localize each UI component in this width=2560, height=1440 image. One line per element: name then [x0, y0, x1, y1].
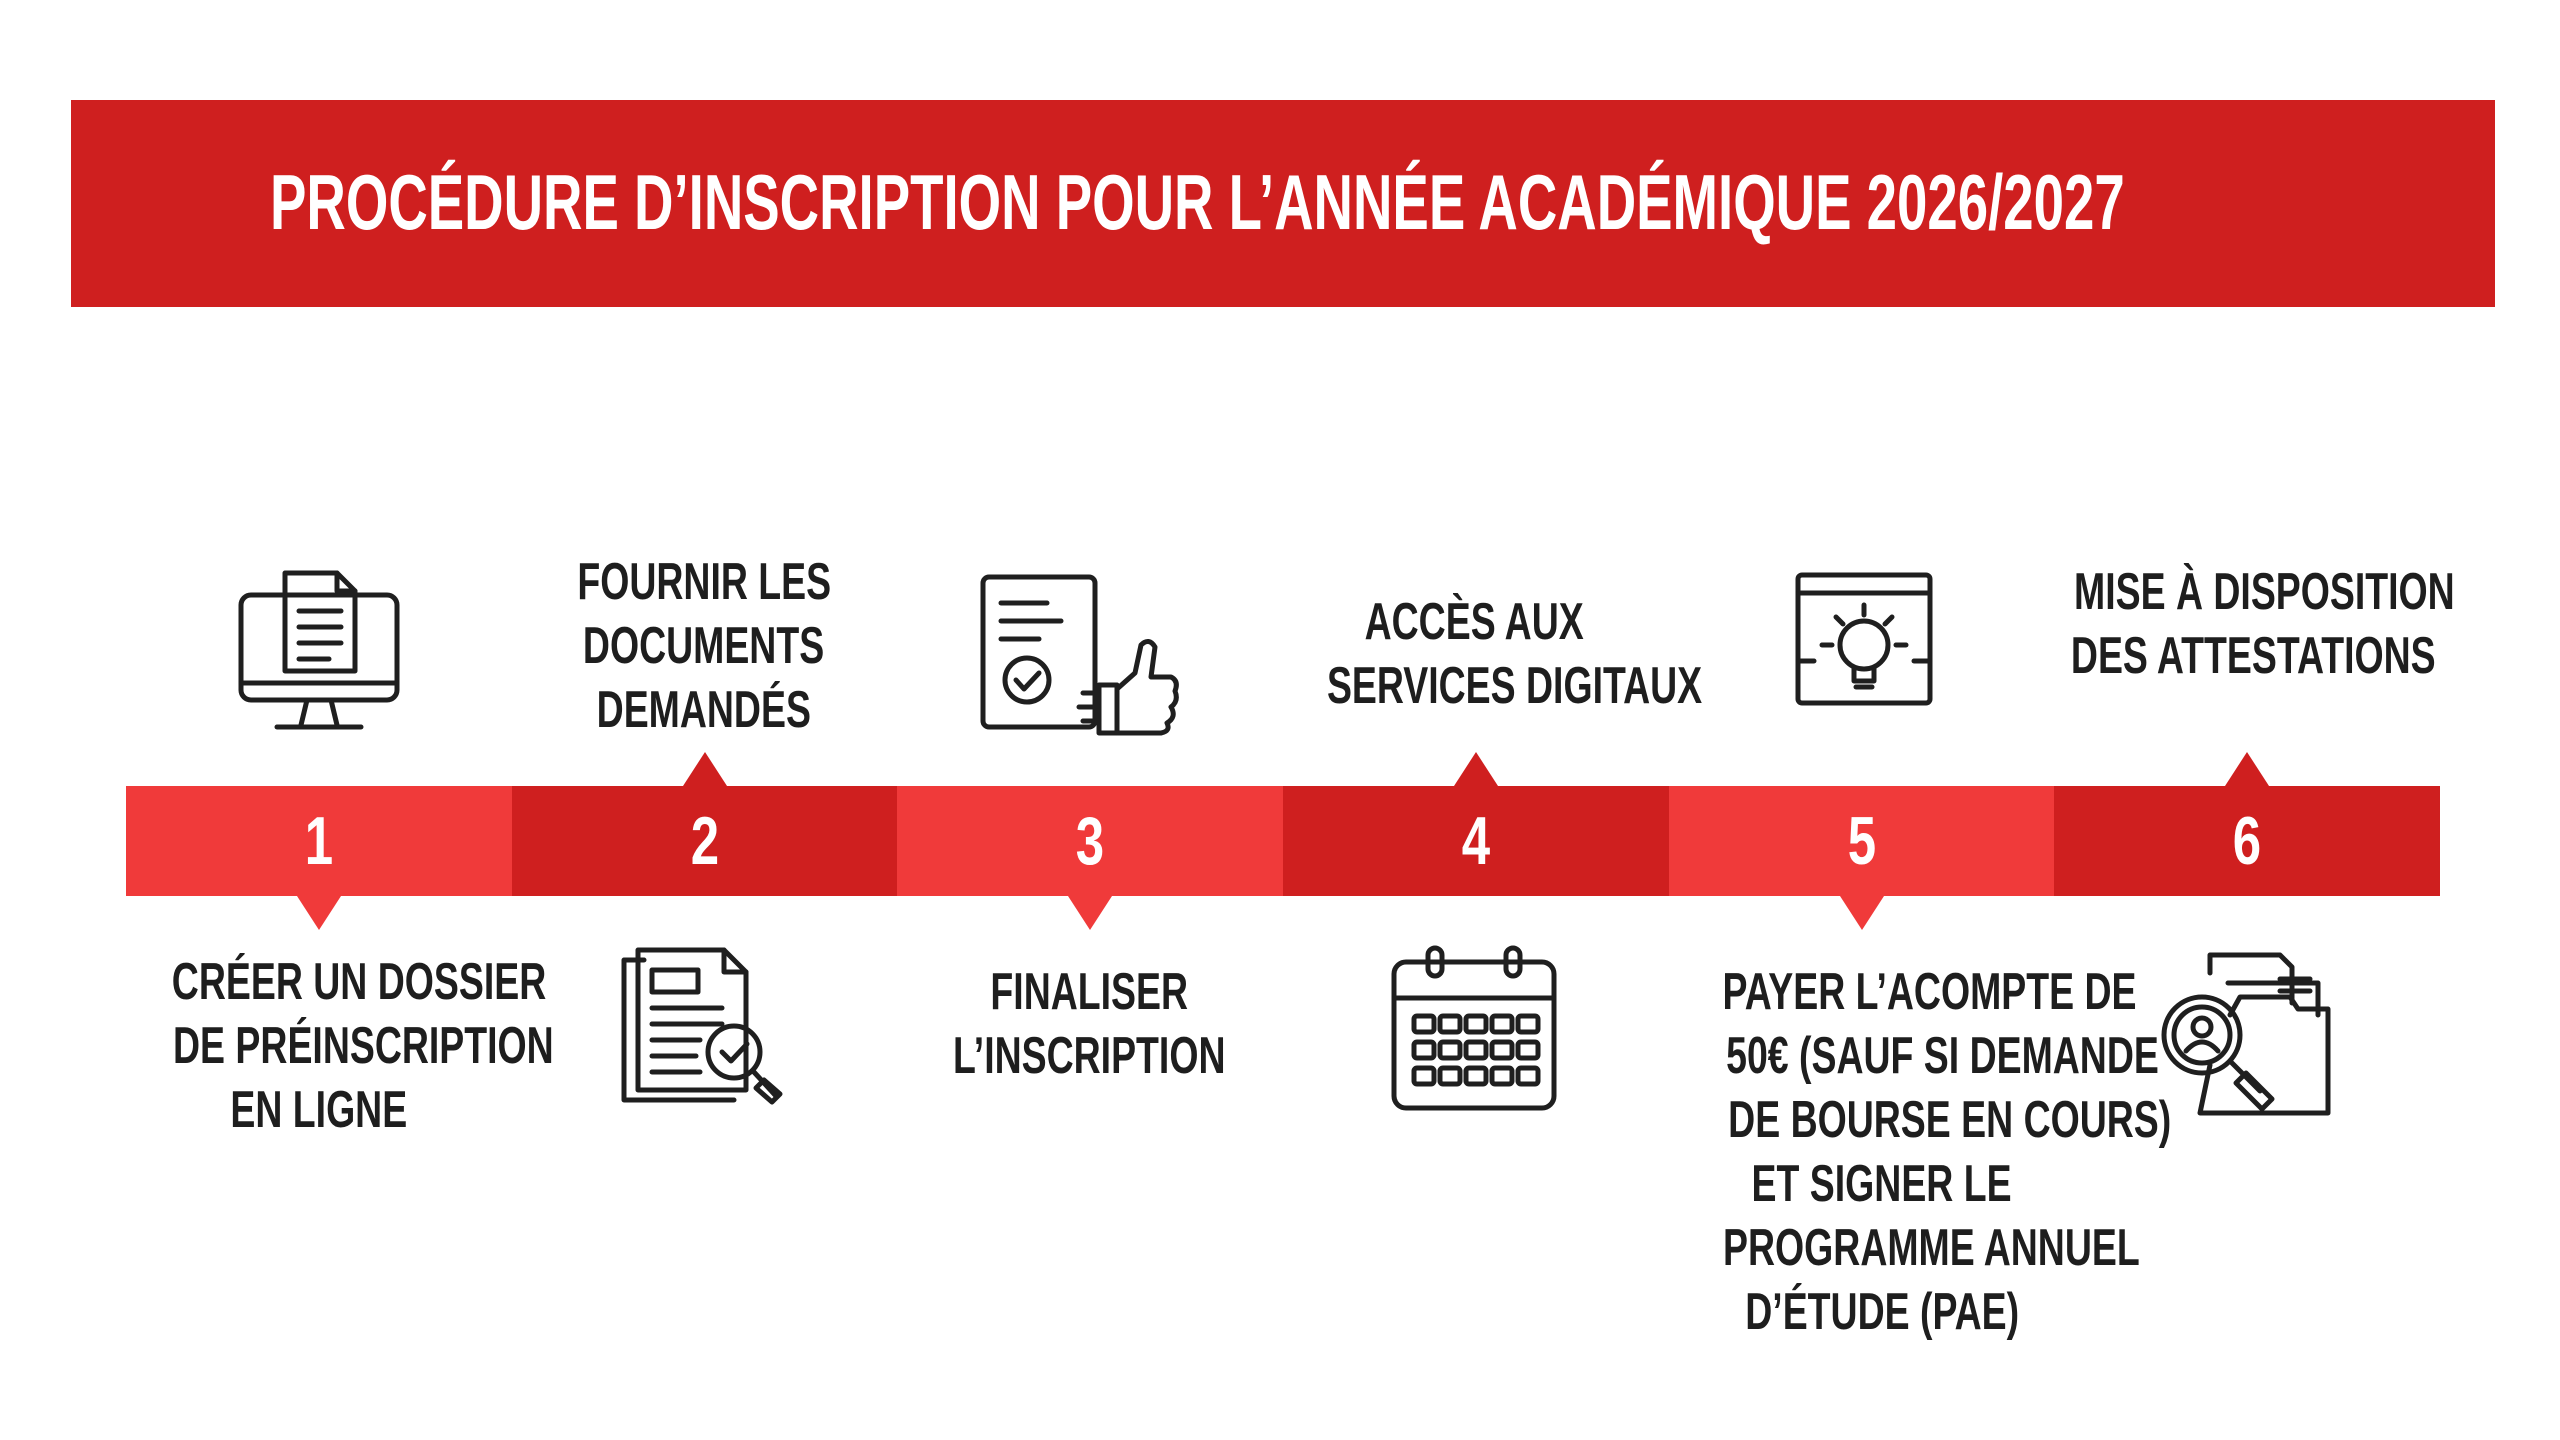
checked-document-thumbs-up-icon: [979, 565, 1179, 745]
timeline-segment-1: [126, 786, 512, 896]
pointer-up: [683, 752, 727, 786]
timeline-bar: [126, 786, 2440, 896]
calendar-icon: [1374, 940, 1574, 1120]
step-6-description: [2000, 560, 2480, 688]
step-3-description: [869, 960, 1309, 1088]
page-title: PROCÉDURE D’INSCRIPTION POUR L’ANNÉE ACADÉMIQUE 2026/2027: [270, 158, 2125, 246]
pointer-down: [297, 896, 341, 930]
pointer-down: [1068, 896, 1112, 930]
browser-lightbulb-icon: [1764, 565, 1964, 745]
step-number: 6: [2233, 803, 2262, 879]
document-magnifier-check-icon: [604, 940, 804, 1120]
step-5-line: PAYER L’ACOMPTE DE: [1722, 963, 2137, 1021]
step-number: 4: [1461, 803, 1491, 879]
timeline-segment-3: [897, 786, 1283, 896]
step-3-line: FINALISER: [990, 963, 1188, 1021]
timeline-segment-6: [2054, 786, 2440, 896]
folder-user-search-icon: [2140, 945, 2340, 1125]
step-number: 2: [690, 803, 719, 879]
timeline-segment-4: [1283, 786, 1669, 896]
step-4-line: ACCÈS AUX: [1364, 593, 1584, 651]
step-6-line: DES ATTESTATIONS: [2070, 627, 2436, 685]
step-1-line: CRÉER UN DOSSIER: [171, 953, 547, 1011]
timeline-segment-2: [512, 786, 898, 896]
step-3-line: L’INSCRIPTION: [952, 1027, 1226, 1085]
computer-document-icon: [219, 565, 419, 745]
step-2-line: DEMANDÉS: [596, 681, 812, 739]
pointer-down: [1840, 896, 1884, 930]
step-5-line: DE BOURSE EN COURS): [1728, 1091, 2172, 1149]
step-6-line: MISE À DISPOSITION: [2074, 563, 2455, 621]
step-number: 5: [1847, 803, 1876, 879]
step-number: 1: [304, 803, 334, 879]
step-1-line: DE PRÉINSCRIPTION: [173, 1017, 554, 1075]
step-5-line: D’ÉTUDE (PAE): [1745, 1283, 2019, 1341]
pointer-up: [2225, 752, 2269, 786]
pointer-up: [1454, 752, 1498, 786]
step-5-line: PROGRAMME ANNUEL: [1723, 1219, 2140, 1277]
step-2-line: DOCUMENTS: [583, 617, 825, 675]
step-1-description: [99, 950, 554, 1142]
step-2-description: [484, 550, 924, 742]
step-4-description: [1254, 590, 1703, 718]
step-4-line: SERVICES DIGITAUX: [1326, 657, 1703, 715]
step-5-line: ET SIGNER LE: [1751, 1155, 2013, 1213]
step-5-line: 50€ (SAUF SI DEMANDE: [1726, 1027, 2159, 1085]
step-5-description: [1642, 960, 2172, 1344]
step-2-line: FOURNIR LES: [577, 553, 831, 611]
step-number: 3: [1075, 803, 1105, 879]
timeline-segment-5: [1669, 786, 2055, 896]
step-1-line: EN LIGNE: [230, 1081, 408, 1139]
